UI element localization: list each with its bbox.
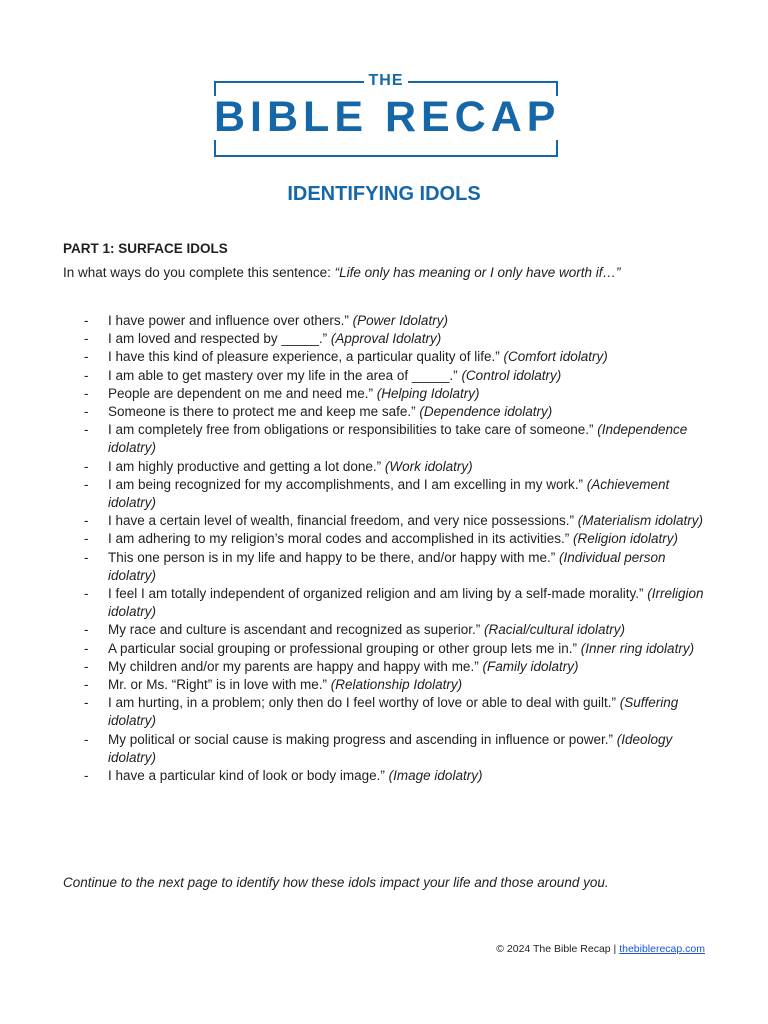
page-title: IDENTIFYING IDOLS [287, 183, 481, 205]
idol-category: (Achievement idolatry) [108, 476, 670, 511]
idol-category: (Power Idolatry) [352, 313, 448, 328]
list-item [84, 658, 714, 676]
dash-bullet: - [84, 458, 89, 474]
dash-bullet: - [84, 695, 89, 711]
dash-bullet: - [84, 531, 89, 547]
dash-bullet: - [84, 586, 89, 602]
list-item [84, 621, 714, 639]
list-item [84, 640, 714, 658]
idol-category: (Ideology idolatry) [108, 731, 673, 765]
dash-bullet: - [84, 622, 89, 638]
dash-bullet: - [84, 731, 89, 747]
idol-statement: This one person is in my life and happy to be there, and/or happy with me.” [108, 549, 559, 565]
idol-category: (Comfort idolatry) [503, 349, 608, 365]
list-item [84, 421, 714, 457]
list-item [84, 767, 714, 785]
idol-category: (Image idolatry) [388, 768, 483, 784]
dash-bullet: - [84, 549, 89, 565]
prompt-quote: “Life only has meaning or I only have worth if…” [334, 265, 621, 280]
idol-statement: I am able to get mastery over my life in the area of _____.” [108, 367, 462, 383]
list-item [84, 530, 714, 548]
list-item [84, 385, 714, 403]
idol-category: (Helping Idolatry) [376, 385, 480, 401]
idol-category: (Inner ring idolatry) [580, 640, 695, 656]
list-item [84, 512, 714, 530]
list-item [84, 403, 714, 421]
idol-category: (Approval Idolatry) [330, 331, 442, 347]
idol-category: (Individual person idolatry) [108, 549, 666, 583]
idol-statement: I feel I am totally independent of organized religion and am living by a self-made morality.” [108, 586, 648, 602]
footer [496, 943, 705, 955]
idol-statement: My political or social cause is making progress and ascending in influence or power.” [108, 731, 617, 747]
logo-title: BIBLE RECAP [214, 93, 561, 141]
idol-statement: People are dependent on me and need me.” [108, 385, 377, 401]
dash-bullet: - [84, 331, 89, 347]
list-item [84, 312, 714, 330]
section-heading: PART 1: SURFACE IDOLS [63, 241, 228, 256]
list-item [84, 694, 714, 730]
footer-link[interactable]: thebiblerecap.com [619, 943, 705, 955]
list-item [84, 731, 714, 767]
list-item [84, 585, 714, 621]
idol-category: (Independence idolatry) [108, 422, 688, 456]
idol-statement: I am being recognized for my accomplishments, and I am excelling in my work.” [108, 476, 587, 492]
idol-category: (Family idolatry) [482, 658, 579, 674]
list-item [84, 549, 714, 585]
idol-category: (Suffering idolatry) [108, 695, 679, 729]
dash-bullet: - [84, 658, 89, 674]
list-item [84, 458, 714, 476]
idol-category: (Dependence idolatry) [419, 404, 553, 420]
dash-bullet: - [84, 476, 89, 492]
prompt-sentence [63, 265, 621, 280]
idol-list [84, 312, 714, 785]
idol-category: (Materialism idolatry) [577, 513, 704, 529]
list-item [84, 330, 714, 348]
list-item [84, 476, 714, 512]
closing-note: Continue to the next page to identify how these idols impact your life and those around you. [63, 875, 609, 890]
idol-statement: I am adhering to my religion’s moral codes and accomplished in its activities.” [108, 531, 573, 547]
idol-statement: I am highly productive and getting a lot done.” [108, 458, 385, 474]
idol-category: (Racial/cultural idolatry) [483, 622, 626, 638]
idol-statement: I am completely free from obligations or responsibilities to take care of someone.” [108, 422, 598, 438]
dash-bullet: - [84, 640, 89, 656]
idol-category: (Relationship Idolatry) [330, 677, 463, 693]
bible-recap-logo [214, 72, 561, 158]
idol-category: (Religion idolatry) [572, 531, 679, 547]
list-item [84, 348, 714, 366]
list-item [84, 676, 714, 694]
idol-statement: My race and culture is ascendant and recognized as superior.” [108, 622, 484, 638]
idol-statement: I am loved and respected by _____.” [108, 331, 331, 347]
dash-bullet: - [84, 422, 89, 438]
idol-statement: I have this kind of pleasure experience, a particular quality of life.” [108, 349, 504, 365]
list-item [84, 367, 714, 385]
idol-category: (Irreligion idolatry) [108, 586, 704, 620]
dash-bullet: - [84, 349, 89, 365]
idol-statement: My children and/or my parents are happy and happy with me.” [108, 658, 483, 674]
idol-category: (Control idolatry) [461, 367, 562, 383]
idol-statement: I have a particular kind of look or body image.” [108, 768, 389, 784]
logo-the: THE [368, 72, 404, 89]
dash-bullet: - [84, 404, 89, 420]
idol-statement: A particular social grouping or professional grouping or other group lets me in.” [108, 640, 581, 656]
dash-bullet: - [84, 385, 89, 401]
idol-statement: I have power and influence over others.” [108, 313, 353, 328]
idol-statement: Mr. or Ms. “Right” is in love with me.” [108, 677, 331, 693]
dash-bullet: - [84, 677, 89, 693]
idol-statement: I am hurting, in a problem; only then do I feel worthy of love or able to deal with guilt.” [108, 695, 620, 711]
prompt-lead: In what ways do you complete this sentence: [63, 265, 335, 280]
idol-statement: Someone is there to protect me and keep me safe.” [108, 404, 420, 420]
dash-bullet: - [84, 367, 89, 383]
dash-bullet: - [84, 768, 89, 784]
dash-bullet: - [84, 513, 89, 529]
dash-bullet: - [84, 313, 89, 328]
idol-category: (Work idolatry) [384, 458, 473, 474]
idol-statement: I have a certain level of wealth, financial freedom, and very nice possessions.” [108, 513, 578, 529]
footer-copyright: © 2024 The Bible Recap | [496, 943, 620, 955]
